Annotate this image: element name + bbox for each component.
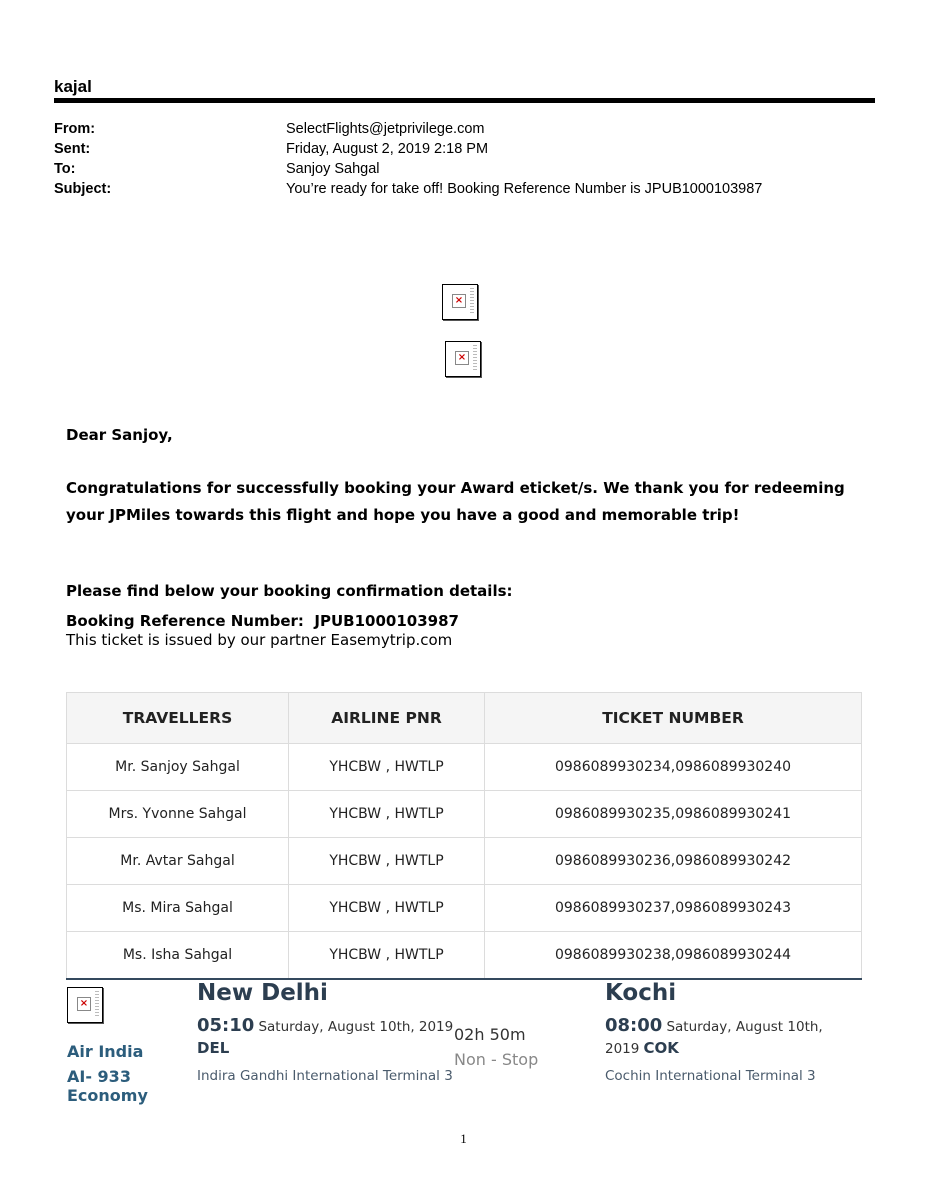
- greeting: Dear Sanjoy,: [66, 426, 173, 444]
- sent-label: Sent:: [54, 141, 91, 157]
- table-row: [67, 791, 862, 838]
- broken-image-icon: ×: [445, 341, 481, 377]
- traveller-name: Mrs. Yvonne Sahgal: [67, 791, 289, 838]
- subject-value: You’re ready for take off! Booking Reference Number is JPUB1000103987: [286, 181, 763, 197]
- origin-year: 2019: [418, 1019, 454, 1035]
- issued-by-text: This ticket is issued by our partner Easemytrip.com: [66, 631, 453, 649]
- mailbox-owner: kajal: [54, 77, 92, 96]
- booking-reference-value: JPUB1000103987: [314, 612, 459, 630]
- table-row: [67, 885, 862, 932]
- ticket-number: 0986089930238,0986089930244: [485, 932, 862, 980]
- to-label: To:: [54, 161, 76, 177]
- traveller-name: Ms. Mira Sahgal: [67, 885, 289, 932]
- ticket-number: 0986089930236,0986089930242: [485, 838, 862, 885]
- destination-date: Saturday, August 10th,: [666, 1019, 823, 1035]
- destination-time: 08:00: [605, 1015, 663, 1036]
- from-value: SelectFlights@jetprivilege.com: [286, 121, 485, 137]
- origin-time: 05:10: [197, 1015, 255, 1036]
- cabin-class: Economy: [67, 1086, 148, 1105]
- destination-airport: Cochin International Terminal 3: [605, 1068, 816, 1084]
- origin-city: New Delhi: [197, 980, 328, 1006]
- page-number: 1: [460, 1131, 467, 1146]
- traveller-name: Mr. Avtar Sahgal: [67, 838, 289, 885]
- ticket-number: 0986089930235,0986089930241: [485, 791, 862, 838]
- ticket-number: 0986089930237,0986089930243: [485, 885, 862, 932]
- origin-airport: Indira Gandhi International Terminal 3: [197, 1068, 453, 1084]
- origin-airport-code: DEL: [197, 1039, 230, 1057]
- traveller-name: Mr. Sanjoy Sahgal: [67, 744, 289, 791]
- airline-pnr: YHCBW , HWTLP: [289, 838, 485, 885]
- airline-pnr: YHCBW , HWTLP: [289, 885, 485, 932]
- flight-duration: 02h 50m: [454, 1025, 526, 1044]
- traveller-name: Ms. Isha Sahgal: [67, 932, 289, 980]
- flight-number: AI- 933: [67, 1067, 131, 1086]
- column-header-airline-pnr: AIRLINE PNR: [289, 693, 485, 744]
- airline-pnr: YHCBW , HWTLP: [289, 932, 485, 980]
- destination-city: Kochi: [605, 980, 677, 1006]
- travellers-table: [66, 692, 862, 980]
- destination-arrival: [605, 1016, 855, 1060]
- to-value: Sanjoy Sahgal: [286, 161, 380, 177]
- table-header-row: [67, 693, 862, 744]
- column-header-ticket-number: TICKET NUMBER: [485, 693, 862, 744]
- destination-year: 2019: [605, 1041, 640, 1057]
- table-row: [67, 744, 862, 791]
- subject-label: Subject:: [54, 181, 112, 197]
- booking-reference: [66, 612, 459, 630]
- origin-departure: [197, 1016, 457, 1060]
- from-label: From:: [54, 121, 96, 137]
- airline-pnr: YHCBW , HWTLP: [289, 791, 485, 838]
- booking-reference-label: Booking Reference Number:: [66, 612, 304, 630]
- sent-value: Friday, August 2, 2019 2:18 PM: [286, 141, 489, 157]
- header-rule: [54, 98, 875, 103]
- table-row: [67, 838, 862, 885]
- destination-airport-code: COK: [643, 1039, 679, 1057]
- flight-stops: Non - Stop: [454, 1050, 539, 1069]
- origin-date: Saturday, August 10th,: [258, 1019, 415, 1035]
- airline-logo-broken-image-icon: ×: [67, 987, 103, 1023]
- column-header-travellers: TRAVELLERS: [67, 693, 289, 744]
- ticket-number: 0986089930234,0986089930240: [485, 744, 862, 791]
- table-row: [67, 932, 862, 980]
- details-intro: Please find below your booking confirmation details:: [66, 582, 513, 600]
- congratulations-text: Congratulations for successfully booking your Award eticket/s. We thank you for redeeming your JPMiles towards this flight and hope you have a good and memorable trip!: [66, 479, 845, 524]
- airline-pnr: YHCBW , HWTLP: [289, 744, 485, 791]
- broken-image-icon: ×: [442, 284, 478, 320]
- airline-name: Air India: [67, 1042, 144, 1061]
